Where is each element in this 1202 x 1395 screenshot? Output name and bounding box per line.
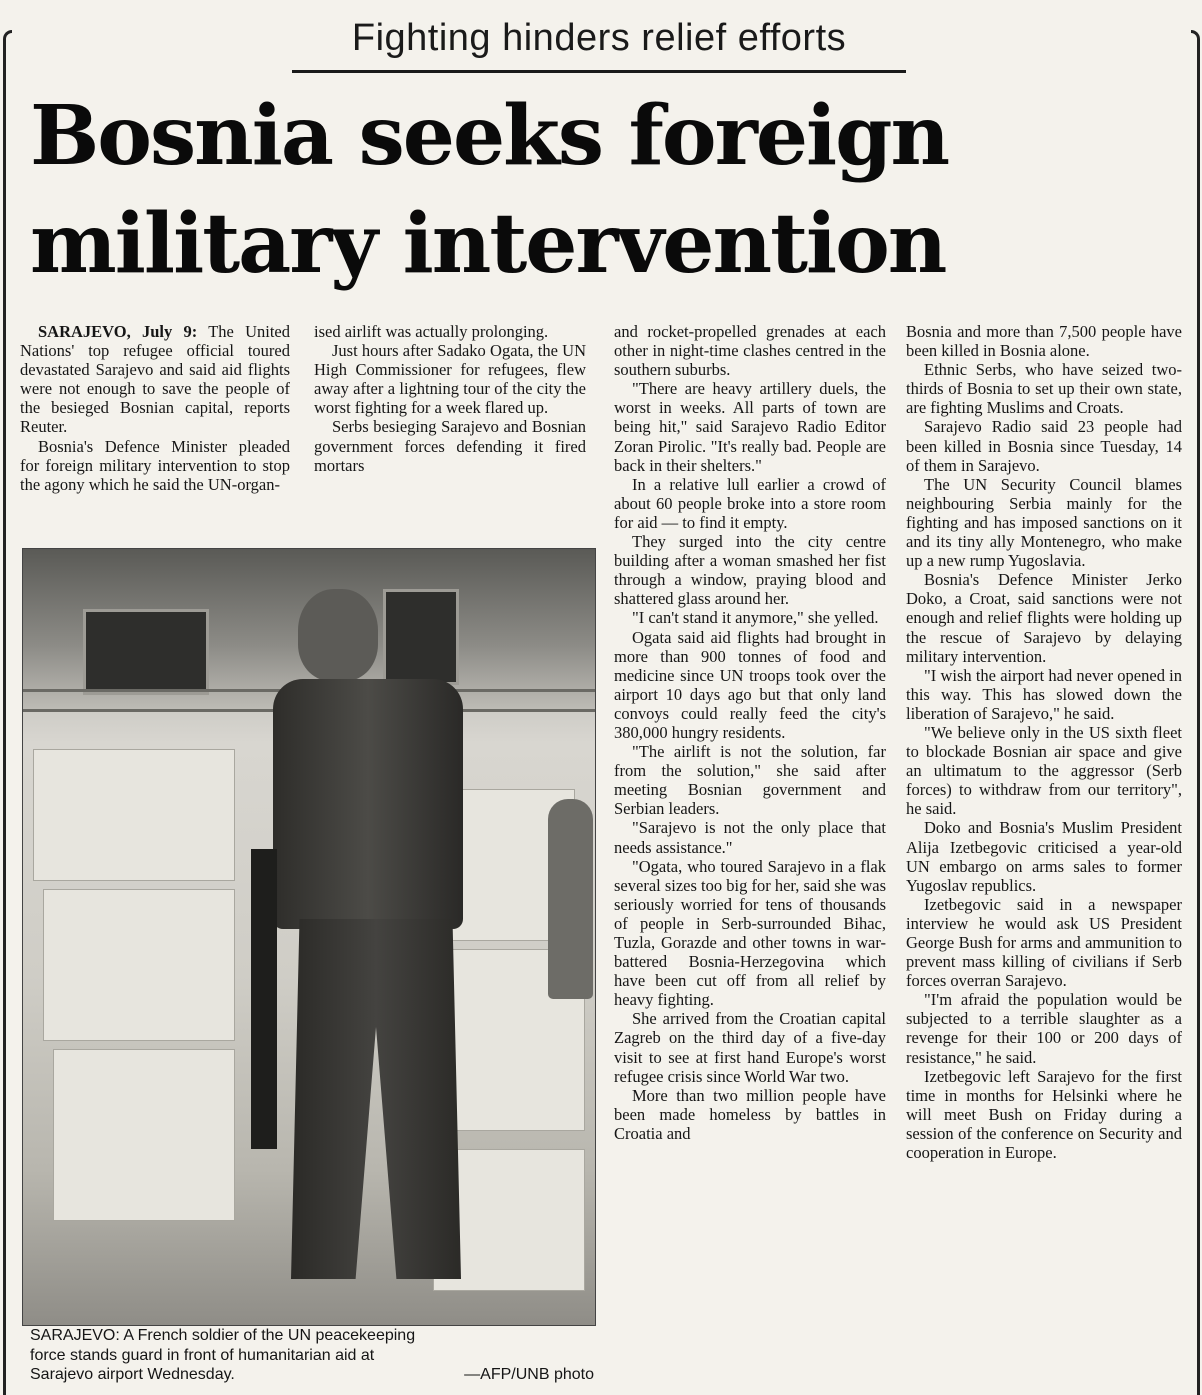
article-column-4 (906, 322, 1182, 1392)
paragraph-text: The United Nations' top refugee official toured devastated Sarajevo and said aid flights were not enough to save the people of the besieged Bosnian capital, reports Reuter. (20, 322, 290, 437)
article-paragraph: Bosnia and more than 7,500 people have been killed in Bosnia alone. (906, 322, 1182, 361)
aid-box (53, 1049, 235, 1221)
photo-credit: —AFP/UNB photo (458, 1365, 594, 1385)
background-figure (548, 799, 593, 999)
headline-line-1: Bosnia seeks foreign (30, 88, 949, 184)
article-paragraph: "There are heavy artillery duels, the worst in weeks. All parts of town are being hit," said Sarajevo Radio Editor Zoran Pirolic. "It's really bad. People are back in their shelters." (614, 379, 886, 475)
article-paragraph: Just hours after Sadako Ogata, the UN High Commissioner for refugees, flew away after a lightning tour of the city the worst fighting for a week flared up. (314, 341, 586, 418)
news-photo (22, 548, 596, 1326)
article-paragraph: "I'm afraid the population would be subjected to a terrible slaughter as a revenge for their 100 or 200 days of resistance," he said. (906, 990, 1182, 1067)
photo-window (383, 589, 459, 685)
article-paragraph: "We believe only in the US sixth fleet to blockade Bosnian air space and give an ultimatum to the aggressor (Serb forces) to withdraw from our territory", he said. (906, 722, 1182, 819)
article-paragraph: Doko and Bosnia's Muslim President Alija Izetbegovic criticised a year-old UN embargo on arms sales to former Yugoslav republics. (906, 818, 1182, 895)
article-column-2 (314, 322, 586, 542)
page-border-right (1191, 30, 1200, 1395)
article-paragraph: Bosnia's Defence Minister Jerko Doko, a Croat, said sanctions were not enough and relief flights were holding up the rescue of Sarajevo by delaying military intervention. (906, 570, 1182, 666)
article-paragraph: In a relative lull earlier a crowd of about 60 people broke into a store room for aid — to find it empty. (614, 474, 886, 532)
article-paragraph: Serbs besieging Sarajevo and Bosnian government forces defending it fired mortars (314, 417, 586, 475)
caption-line: SARAJEVO: A French soldier of the UN peacekeeping (30, 1327, 416, 1344)
soldier-body (273, 679, 463, 929)
aid-box (43, 889, 235, 1041)
article-paragraph: Ethnic Serbs, who have seized two-thirds of Bosnia to set up their own state, are fighting Muslims and Croats. (906, 360, 1182, 418)
article-paragraph: Bosnia's Defence Minister pleaded for foreign military intervention to stop the agony which he said the UN-organ- (20, 436, 290, 494)
article-paragraph: "The airlift is not the solution, far from the solution," she said after meeting Bosnian government and Serbian leaders. (614, 742, 886, 819)
article-paragraph: Sarajevo Radio said 23 people had been killed in Bosnia since Tuesday, 14 of them in Sarajevo. (906, 417, 1182, 475)
rifle (251, 849, 277, 1149)
caption-line: Sarajevo airport Wednesday. (30, 1366, 235, 1383)
soldier-head (298, 589, 378, 681)
article-paragraph: Ogata said aid flights had brought in more than 900 tonnes of food and medicine since UN troops took over the airport 10 days ago but that only land convoys could really feed the city's 380,000 hungry residents. (614, 627, 886, 742)
article-paragraph: ised airlift was actually prolonging. (314, 322, 549, 341)
photo-window (83, 609, 209, 695)
article-paragraph: More than two million people have been made homeless by battles in Croatia and (614, 1085, 886, 1143)
article-paragraph: "Sarajevo is not the only place that needs assistance." (614, 818, 886, 857)
dateline: SARAJEVO, July 9: (38, 322, 198, 341)
headline-line-2: military intervention (30, 196, 946, 292)
article-paragraph: She arrived from the Croatian capital Zagreb on the third day of a five-day visit to see at first hand Europe's worst refugee crisis since World War two. (614, 1009, 886, 1086)
photo-caption (30, 1326, 594, 1385)
article-paragraph: The UN Security Council blames neighbouring Serbia mainly for the fighting and has imposed sanctions on it and its tiny ally Montenegro, who make up a new rump Yugoslavia. (906, 474, 1182, 571)
aid-box (33, 749, 235, 881)
caption-line: force stands guard in front of humanitarian aid at (30, 1346, 375, 1364)
article-paragraph: and rocket-propelled grenades at each other in night-time clashes centred in the southern suburbs. (614, 322, 886, 380)
kicker-rule (292, 70, 906, 73)
article-paragraph: "Ogata, who toured Sarajevo in a flak several sizes too big for her, said she was seriously worried for tens of thousands of people in Serb-surrounded Bihac, Tuzla, Gorazde and other towns in war-battered Bosnia-Herzegovina which have been cut off from all relief by heavy fighting. (614, 856, 886, 1010)
kicker-headline: Fighting hinders relief efforts (351, 17, 847, 59)
article-paragraph: "I wish the airport had never opened in this way. This has slowed down the liberation of Sarajevo," he said. (906, 665, 1182, 723)
article-paragraph: Izetbegovic said in a newspaper interview he would ask US President George Bush for arms and ammunition to prevent mass killing of civilians if Serb forces overran Sarajevo. (906, 894, 1182, 991)
soldier-legs (291, 919, 461, 1279)
main-headline (30, 82, 1180, 298)
article-paragraph (20, 322, 290, 437)
page-border-left (3, 30, 12, 1395)
article-column-1 (20, 322, 290, 542)
article-paragraph: Izetbegovic left Sarajevo for the first time in months for Helsinki where he will meet Bush on Friday during a session of the conference on Security and cooperation in Europe. (906, 1066, 1182, 1163)
article-paragraph: "I can't stand it anymore," she yelled. (632, 608, 879, 628)
article-paragraph: They surged into the city centre building after a woman smashed her fist through a window, praying blood and shattered glass around her. (614, 532, 886, 609)
article-column-3 (614, 322, 886, 1392)
